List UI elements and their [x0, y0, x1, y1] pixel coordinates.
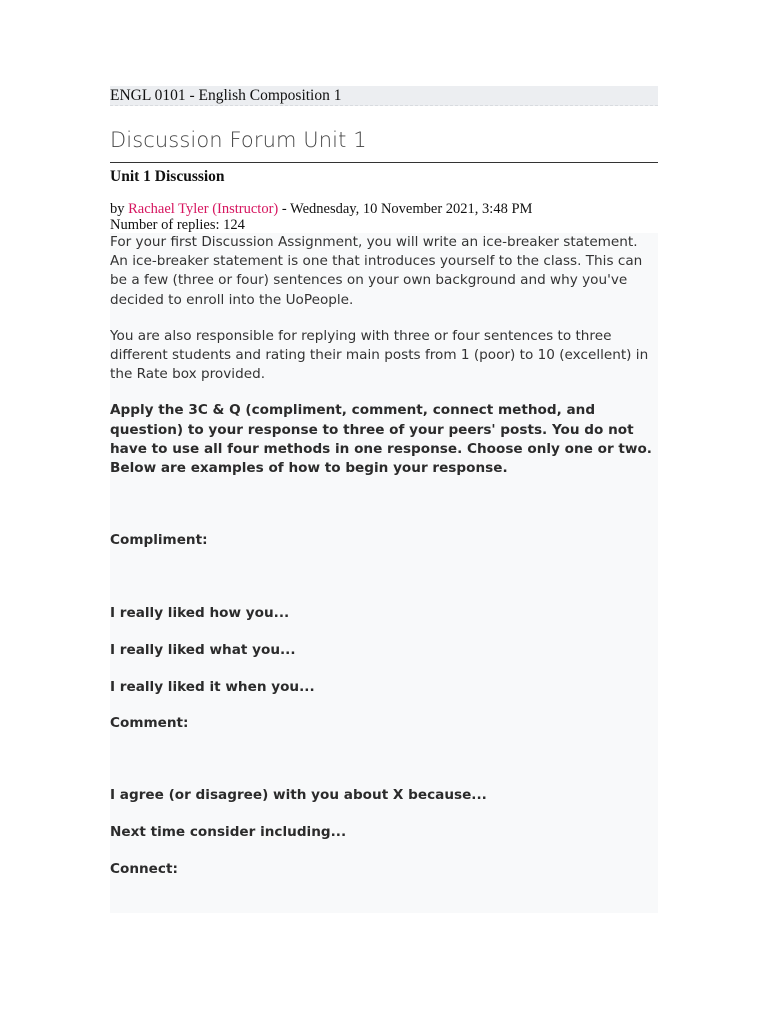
compliment-heading: Compliment: [110, 532, 208, 549]
course-breadcrumb[interactable]: ENGL 0101 - English Composition 1 [110, 86, 658, 106]
comment-example: Next time consider including... [110, 824, 347, 841]
post-paragraph: For your first Discussion Assignment, you will write an ice-breaker statement. An ice-breaker statement is one that introduces yourself to the class. This can be a few (three or four) sentences on your own background and why you've decided to enroll into the UoPeople. [110, 234, 643, 308]
post-paragraph-instructions: Apply the 3C & Q (compliment, comment, connect method, and question) to your response to three of your peers' posts. You do not have to use all four methods in one response. Choose only one or two. Below are examples of how to begin your response. [110, 402, 652, 477]
comment-heading: Comment: [110, 715, 189, 732]
compliment-example: I really liked how you... [110, 605, 290, 622]
compliment-example: I really liked it when you... [110, 678, 315, 695]
page-title: Discussion Forum Unit 1 [110, 126, 658, 163]
author-link[interactable]: Rachael Tyler (Instructor) [128, 201, 279, 217]
connect-heading: Connect: [110, 860, 178, 877]
post-paragraph: You are also responsible for replying with three or four sentences to three different students and rating their main posts from 1 (poor) to 10 (excellent) in the Rate box provided. [110, 327, 649, 383]
reply-count: Number of replies: 124 [110, 217, 245, 233]
post-body [110, 233, 658, 913]
comment-example: I agree (or disagree) with you about X because... [110, 787, 487, 804]
forum-page [110, 86, 658, 913]
post-subject: Unit 1 Discussion [110, 168, 225, 185]
post-date: - Wednesday, 10 November 2021, 3:48 PM [278, 201, 533, 217]
compliment-example: I really liked what you... [110, 641, 296, 658]
post-byline [110, 201, 658, 217]
by-prefix: by [110, 201, 129, 217]
